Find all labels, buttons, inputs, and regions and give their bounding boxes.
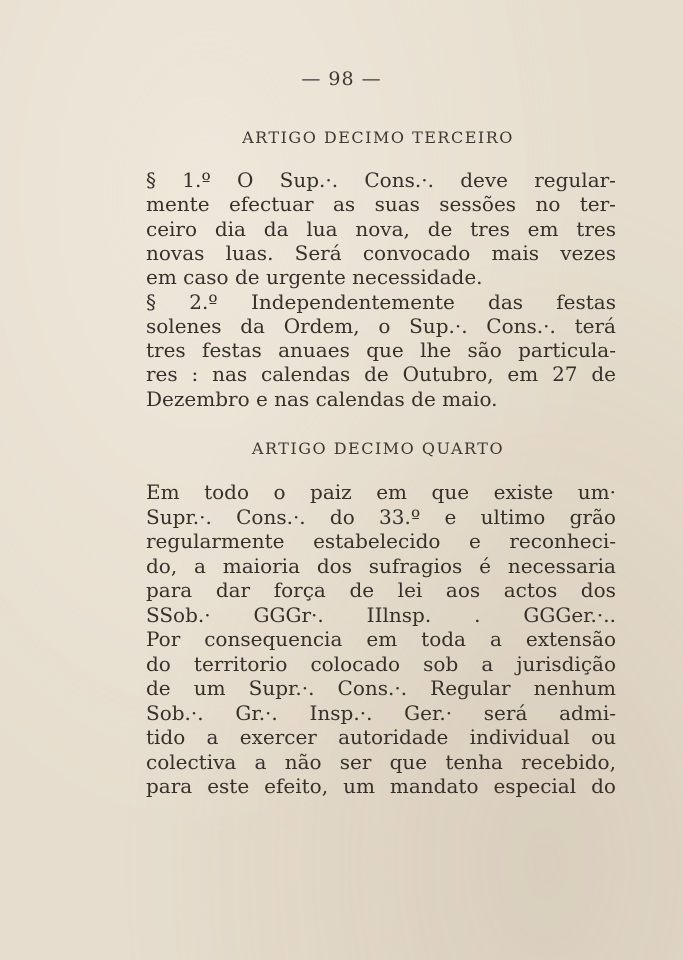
text-line: mente efectuar as suas sessões no ter-	[146, 192, 616, 217]
text-line: tres festas anuaes que lhe são particula-	[146, 338, 616, 363]
text-line: Sob.·. Gr.·. Insp.·. Ger.· será admi-	[146, 700, 616, 725]
text-line: § 1.º O Sup.·. Cons.·. deve regular-	[146, 168, 616, 192]
article-14-heading: ARTIGO DECIMO QUARTO	[251, 439, 505, 458]
text-line: do territorio colocado sob a jurisdição	[146, 651, 616, 676]
text-line: SSob.· GGGr·. IIlnsp. . GGGer.·..	[146, 602, 616, 627]
text-line: em caso de urgente necessidade.	[146, 265, 483, 290]
text-line: solenes da Ordem, o Sup.·. Cons.·. terá	[146, 313, 616, 338]
article-13-heading: ARTIGO DECIMO TERCEIRO	[242, 128, 514, 147]
text-line: regularmente estabelecido e reconheci-	[146, 529, 616, 553]
text-line: ceiro dia da lua nova, de tres em tres	[146, 216, 616, 241]
page-number: — 98 —	[301, 68, 382, 90]
text-line: Em todo o paiz em que existe um·	[146, 480, 616, 504]
text-line: Dezembro e nas calendas de maio.	[146, 386, 498, 411]
text-line: novas luas. Será convocado mais vezes	[146, 240, 616, 265]
text-line: tido a exercer autoridade individual ou	[146, 725, 616, 749]
text-line: res : nas calendas de Outubro, em 27 de	[146, 362, 616, 387]
text-line: de um Supr.·. Cons.·. Regular nenhum	[146, 676, 616, 700]
text-line: Supr.·. Cons.·. do 33.º e ultimo grão	[146, 504, 616, 529]
text-line: § 2.º Independentemente das festas	[146, 289, 616, 314]
text-line: colectiva a não ser que tenha recebido,	[146, 749, 616, 774]
text-line: do, a maioria dos sufragios é necessaria	[146, 553, 616, 578]
text-line: para dar força de lei aos actos dos	[146, 578, 616, 602]
text-line: para este efeito, um mandato especial do	[146, 774, 616, 798]
text-line: Por consequencia em toda a extensão	[146, 627, 616, 651]
